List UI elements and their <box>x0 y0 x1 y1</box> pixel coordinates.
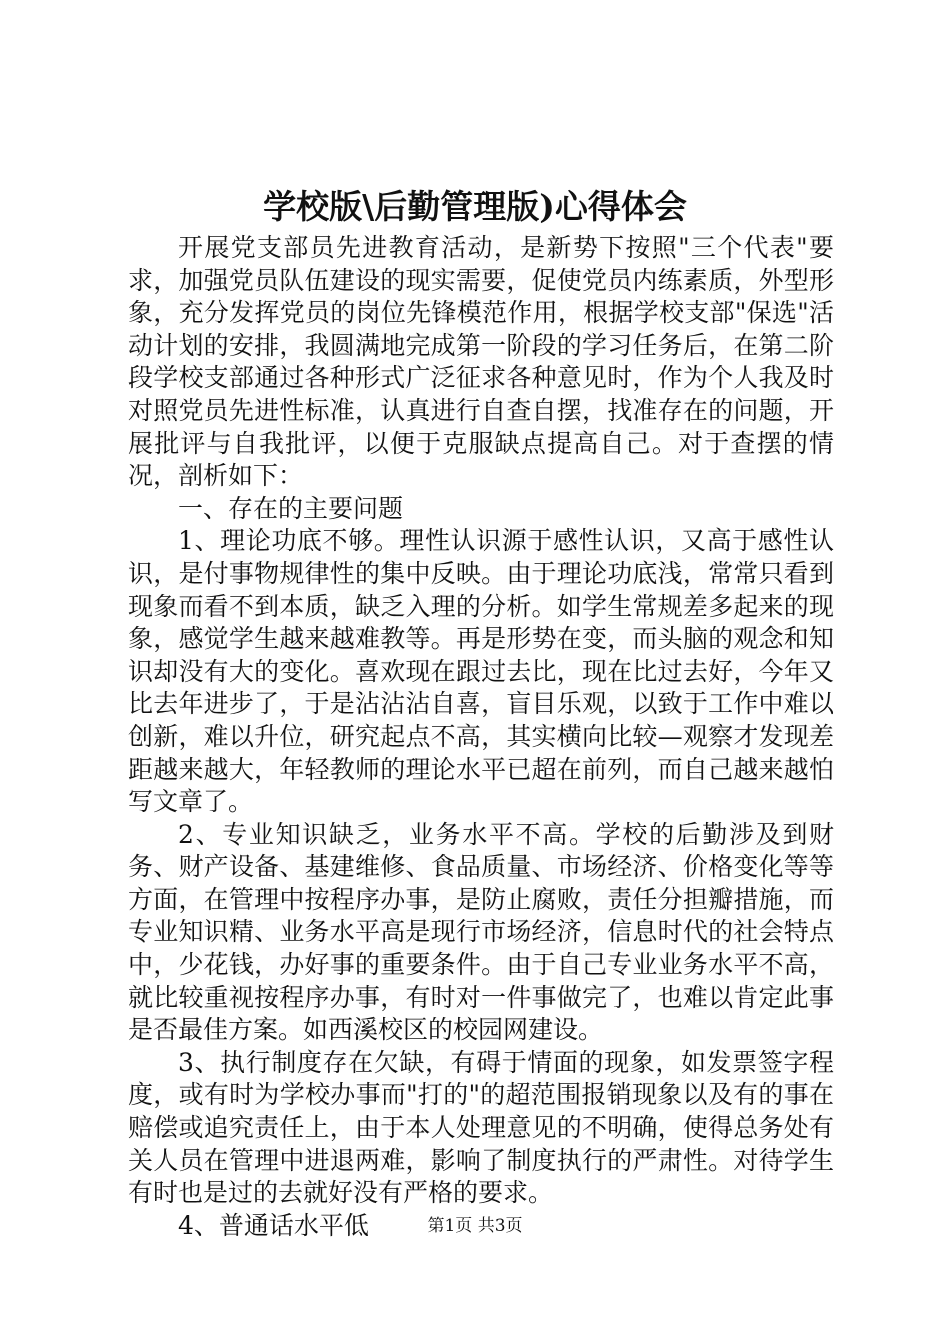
document-title: 学校版\后勤管理版)心得体会 <box>263 187 687 226</box>
paragraph-theory: 1、理论功底不够。理性认识源于感性认识，又高于感性认识，是付事物规律性的集中反映。由于理论功底浅，常常只看到现象而看不到本质，缺乏入理的分析。如学生常规差多起来的现象，感觉学生越来越难教等。再是形势在变，而头脑的观念和知识却没有大的变化。喜欢现在跟过去比，现在比过去好，今年又比去年进步了，于是沾沾沾自喜，盲目乐观，以致于工作中难以创新，难以升位，研究起点不高，其实横向比较—观察才发现差距越来越大，年轻教师的理论水平已超在前列，而自己越来越怕写文章了。 <box>128 526 834 817</box>
paragraph-intro: 开展党支部员先进教育活动，是新势下按照"三个代表"要求，加强党员队伍建设的现实需要，促使党员内练素质，外型形象，充分发挥党员的岗位先锋模范作用，根据学校支部"保选"活动计划的安排，我圆满地完成第一阶段的学习任务后，在第二阶段学校支部通过各种形式广泛征求各种意见时，作为个人我及时对照党员先进性标准，认真进行自查自摆，找准存在的问题，开展批评与自我批评，以便于克服缺点提高自己。对于查摆的情况，剖析如下： <box>128 233 834 491</box>
paragraph-mandarin: 4、普通话水平低 <box>178 1210 369 1240</box>
section-heading-problems: 一、存在的主要问题 <box>178 493 404 523</box>
paragraph-expertise: 2、专业知识缺乏，业务水平不高。学校的后勤涉及到财务、财产设备、基建维修、食品质量、市场经济、价格变化等等方面，在管理中按程序办事，是防止腐败，责任分担瓣措施，而专业知识精、业务水平高是现行市场经济，信息时代的社会特点中，少花钱，办好事的重要条件。由于自己专业业务水平不高，就比较重视按程序办事，有时对一件事做完了，也难以肯定此事是否最佳方案。如西溪校区的校园网建设。 <box>128 819 834 1045</box>
page-number-footer: 第1页 共3页 <box>427 1216 523 1236</box>
document-body <box>128 232 834 1242</box>
paragraph-regulations: 3、执行制度存在欠缺，有碍于情面的现象，如发票签字程度，或有时为学校办事而"打的"的超范围报销现象以及有的事在赔偿或追究责任上，由于本人处理意见的不明确，使得总务处有关人员在管理中进退两难，影响了制度执行的严肃性。对待学生有时也是过的去就好没有严格的要求。 <box>128 1047 834 1208</box>
